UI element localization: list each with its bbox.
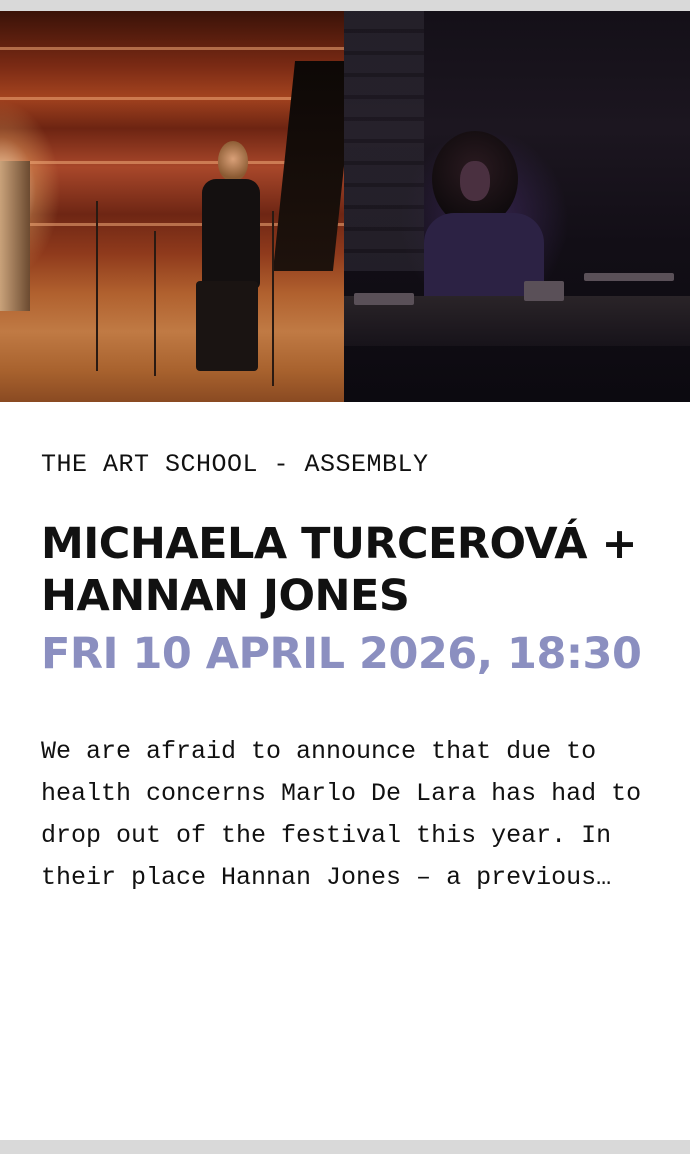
event-title[interactable]: MICHAELA TURCEROVÁ + HANNAN JONES	[41, 519, 638, 621]
browser-bottom-edge	[0, 1140, 690, 1154]
venue-label[interactable]: THE ART SCHOOL - ASSEMBLY	[41, 450, 429, 479]
browser-top-edge	[0, 0, 690, 11]
event-date: FRI 10 APRIL 2026, 18:30	[41, 629, 642, 679]
event-card[interactable]	[0, 11, 690, 1140]
saxophonist-photo	[0, 11, 344, 402]
event-description: We are afraid to announce that due to health concerns Marlo De Lara has had to drop out of the festival this year. In their place Hannan Jones – a previous…	[41, 737, 642, 892]
event-image[interactable]	[0, 11, 690, 402]
electronic-musician-photo	[344, 11, 690, 402]
